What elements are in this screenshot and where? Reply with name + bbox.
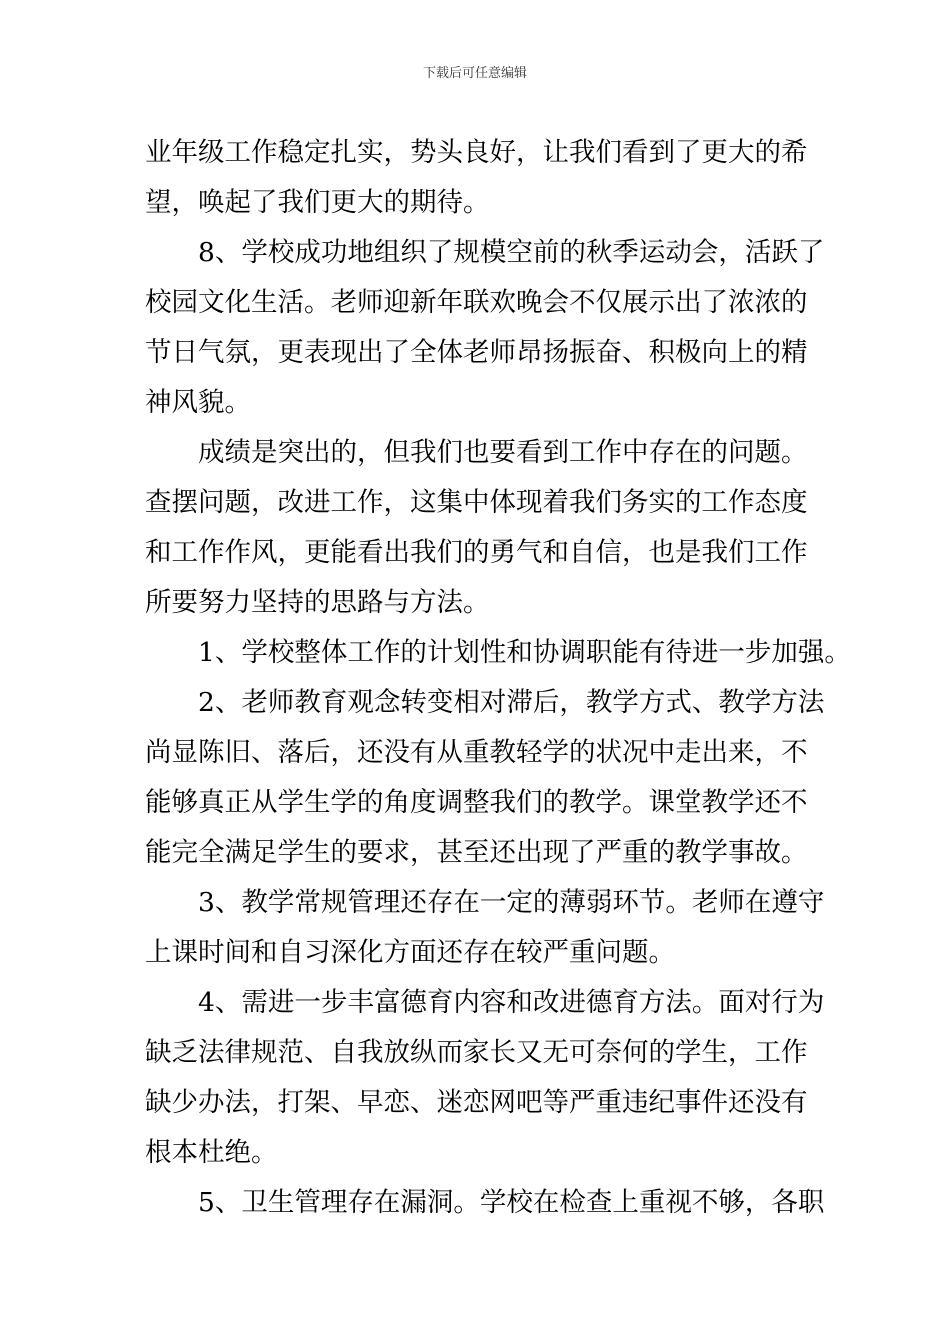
text-line: 能够真正从学生学的角度调整我们的教学。课堂教学还不 [145,787,808,818]
text-line: 1、学校整体工作的计划性和协调职能有待进一步加强。 [198,637,851,668]
text-line: 4、需进一步丰富德育内容和改进德育方法。面对行为 [198,987,825,1018]
text-line: 校园文化生活。老师迎新年联欢晚会不仅展示出了浓浓的 [145,287,808,318]
text-line: 尚显陈旧、落后，还没有从重教轻学的状况中走出来，不 [145,737,808,768]
text-line: 5、卫生管理存在漏洞。学校在检查上重视不够，各职 [198,1187,825,1218]
text-line: 3、教学常规管理还存在一定的薄弱环节。老师在遵守 [198,887,825,918]
text-line: 2、老师教育观念转变相对滞后，教学方式、教学方法 [198,687,825,718]
text-line: 节日气氛，更表现出了全体老师昂扬振奋、积极向上的精 [145,337,808,368]
text-line: 查摆问题，改进工作，这集中体现着我们务实的工作态度 [145,487,808,518]
text-line: 成绩是突出的，但我们也要看到工作中存在的问题。 [198,437,808,468]
text-line: 望，唤起了我们更大的期待。 [145,187,490,218]
text-line: 业年级工作稳定扎实，势头良好，让我们看到了更大的希 [145,137,808,168]
text-line: 根本杜绝。 [145,1137,278,1168]
text-line: 和工作作风，更能看出我们的勇气和自信，也是我们工作 [145,537,808,568]
text-line: 缺乏法律规范、自我放纵而家长又无可奈何的学生，工作 [145,1037,808,1068]
text-line: 所要努力坚持的思路与方法。 [145,587,490,618]
text-line: 神风貌。 [145,387,251,418]
text-line: 8、学校成功地组织了规模空前的秋季运动会，活跃了 [198,237,825,268]
page-header: 下载后可任意编辑 [422,66,527,81]
text-line: 缺少办法，打架、早恋、迷恋网吧等严重违纪事件还没有 [145,1087,808,1118]
text-line: 能完全满足学生的要求，甚至还出现了严重的教学事故。 [145,837,808,868]
document-body [145,128,851,1228]
text-line: 上课时间和自习深化方面还存在较严重问题。 [145,937,675,968]
